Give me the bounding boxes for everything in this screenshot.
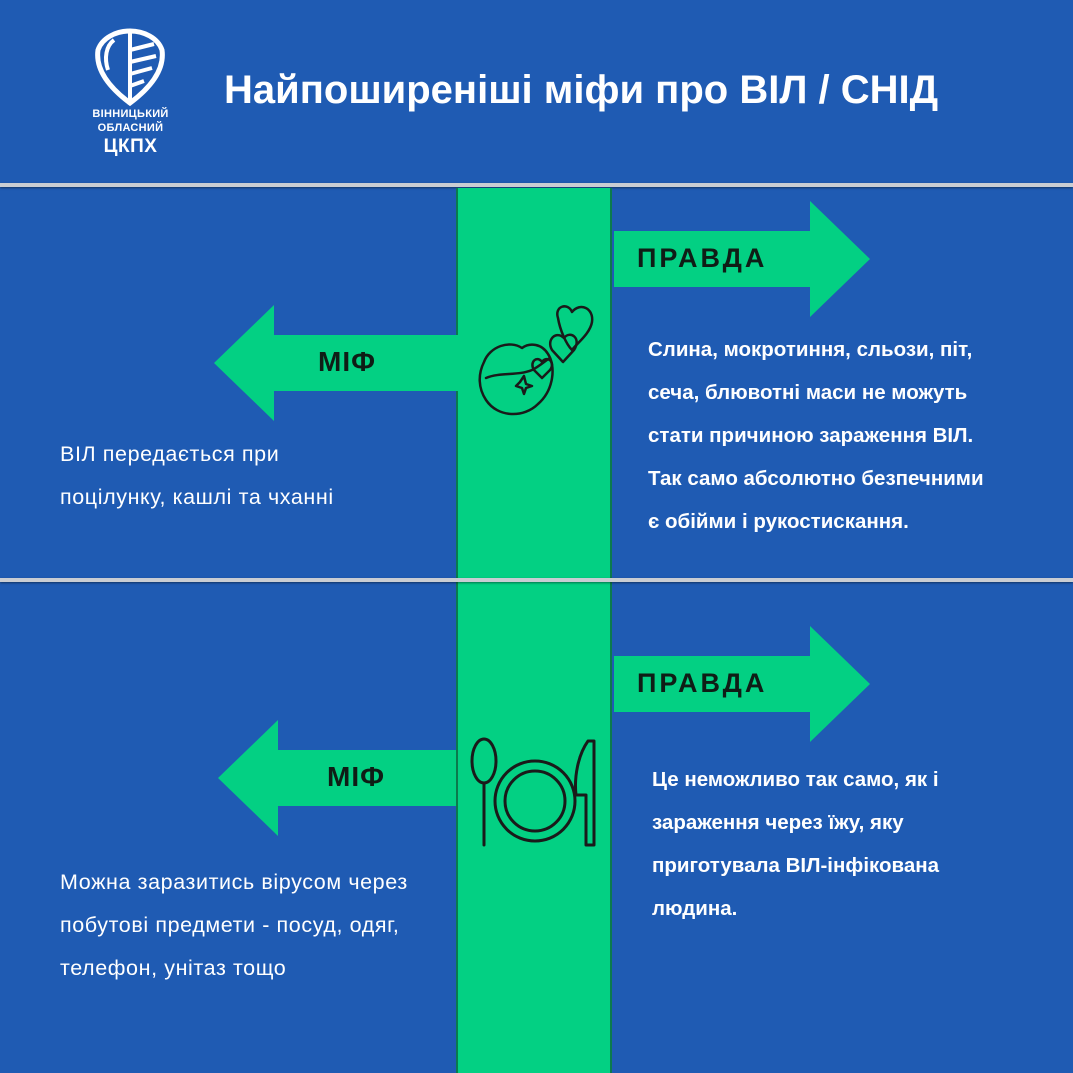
truth-label: ПРАВДА xyxy=(637,243,768,273)
myth-text xyxy=(60,861,408,990)
myth-text-line: поцілунку, кашлі та чханні xyxy=(60,485,334,509)
myth-label: МІФ xyxy=(327,761,386,792)
logo xyxy=(78,28,183,158)
logo-line-1: ВІННИЦЬКИЙ xyxy=(92,108,169,120)
truth-text-line: зараження через їжу, яку xyxy=(652,811,904,834)
top-divider xyxy=(0,183,1073,187)
myth-text xyxy=(60,433,334,519)
truth-text xyxy=(652,758,939,930)
truth-text-line: приготувала ВІЛ-інфікована xyxy=(652,854,940,877)
truth-text-line: Це неможливо так само, як і xyxy=(652,768,939,791)
truth-text xyxy=(648,328,984,543)
truth-text-line: Слина, мокротиння, сльози, піт, xyxy=(648,338,973,361)
truth-text-line: сеча, блювотні маси не можуть xyxy=(648,381,968,404)
truth-text-line: людина. xyxy=(652,897,738,920)
myth-text-line: телефон, унітаз тощо xyxy=(60,956,287,980)
myth-text-line: ВІЛ передається при xyxy=(60,442,280,466)
truth-text-line: Так само абсолютно безпечними xyxy=(648,467,984,490)
truth-text-line: є обійми і рукостискання. xyxy=(648,510,909,533)
myth-text-line: Можна заразитись вірусом через xyxy=(60,870,408,894)
truth-label: ПРАВДА xyxy=(637,668,768,698)
plate-cutlery-icon xyxy=(466,733,604,853)
myth-text-line: побутові предмети - посуд, одяг, xyxy=(60,913,400,937)
page-title: Найпоширеніші міфи про ВІЛ / СНІД xyxy=(224,68,939,112)
truth-text-line: стати причиною зараження ВІЛ. xyxy=(648,424,974,447)
middle-divider xyxy=(0,578,1073,582)
logo-line-3: ЦКПХ xyxy=(103,136,158,157)
shield-logo-icon xyxy=(94,28,166,106)
myth-label: МІФ xyxy=(318,346,377,377)
lips-hearts-icon xyxy=(476,300,598,422)
logo-line-2: ОБЛАСНИЙ xyxy=(97,122,164,134)
